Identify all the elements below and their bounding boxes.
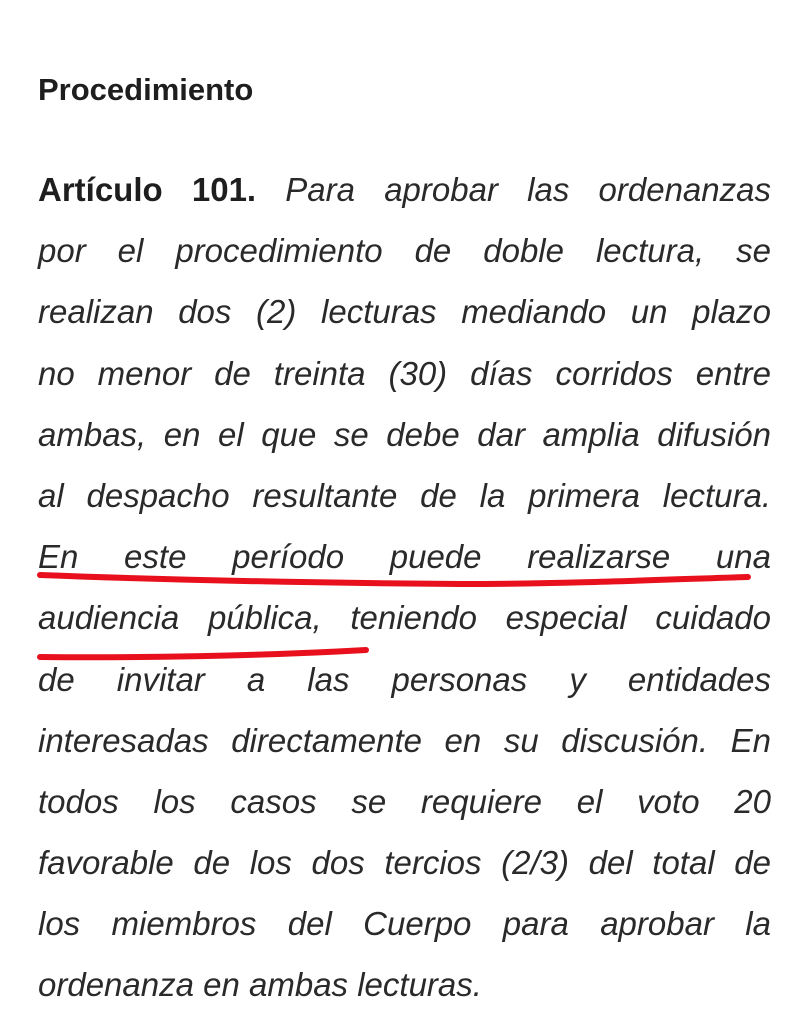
article-label: Artículo 101. bbox=[38, 171, 257, 208]
article-101-text bbox=[38, 164, 771, 1021]
article-line: por el procedimiento de doble lectura, se bbox=[38, 232, 771, 270]
article-line: los miembros del Cuerpo para aprobar la bbox=[38, 905, 771, 943]
article-line: interesadas directamente en su discusión. En bbox=[38, 721, 771, 759]
section-heading: Procedimiento bbox=[38, 72, 254, 107]
article-line: En este período puede realizarse una bbox=[38, 538, 771, 576]
article-line: Artículo 101. Para aprobar las ordenanzas bbox=[38, 171, 771, 208]
article-line: todos los casos se requiere el voto 20 bbox=[38, 782, 771, 820]
article-line: ordenanza en ambas lecturas. bbox=[38, 966, 482, 1004]
article-line: realizan dos (2) lecturas mediando un plazo bbox=[38, 293, 771, 331]
article-line: favorable de los dos tercios (2/3) del total de bbox=[38, 844, 771, 882]
article-line: ambas, en el que se debe dar amplia difusión bbox=[38, 415, 771, 453]
article-line: no menor de treinta (30) días corridos entre bbox=[38, 354, 771, 392]
article-line: audiencia pública, teniendo especial cuidado bbox=[38, 599, 771, 637]
article-line: al despacho resultante de la primera lectura. bbox=[38, 476, 771, 514]
article-line: de invitar a las personas y entidades bbox=[38, 660, 771, 698]
